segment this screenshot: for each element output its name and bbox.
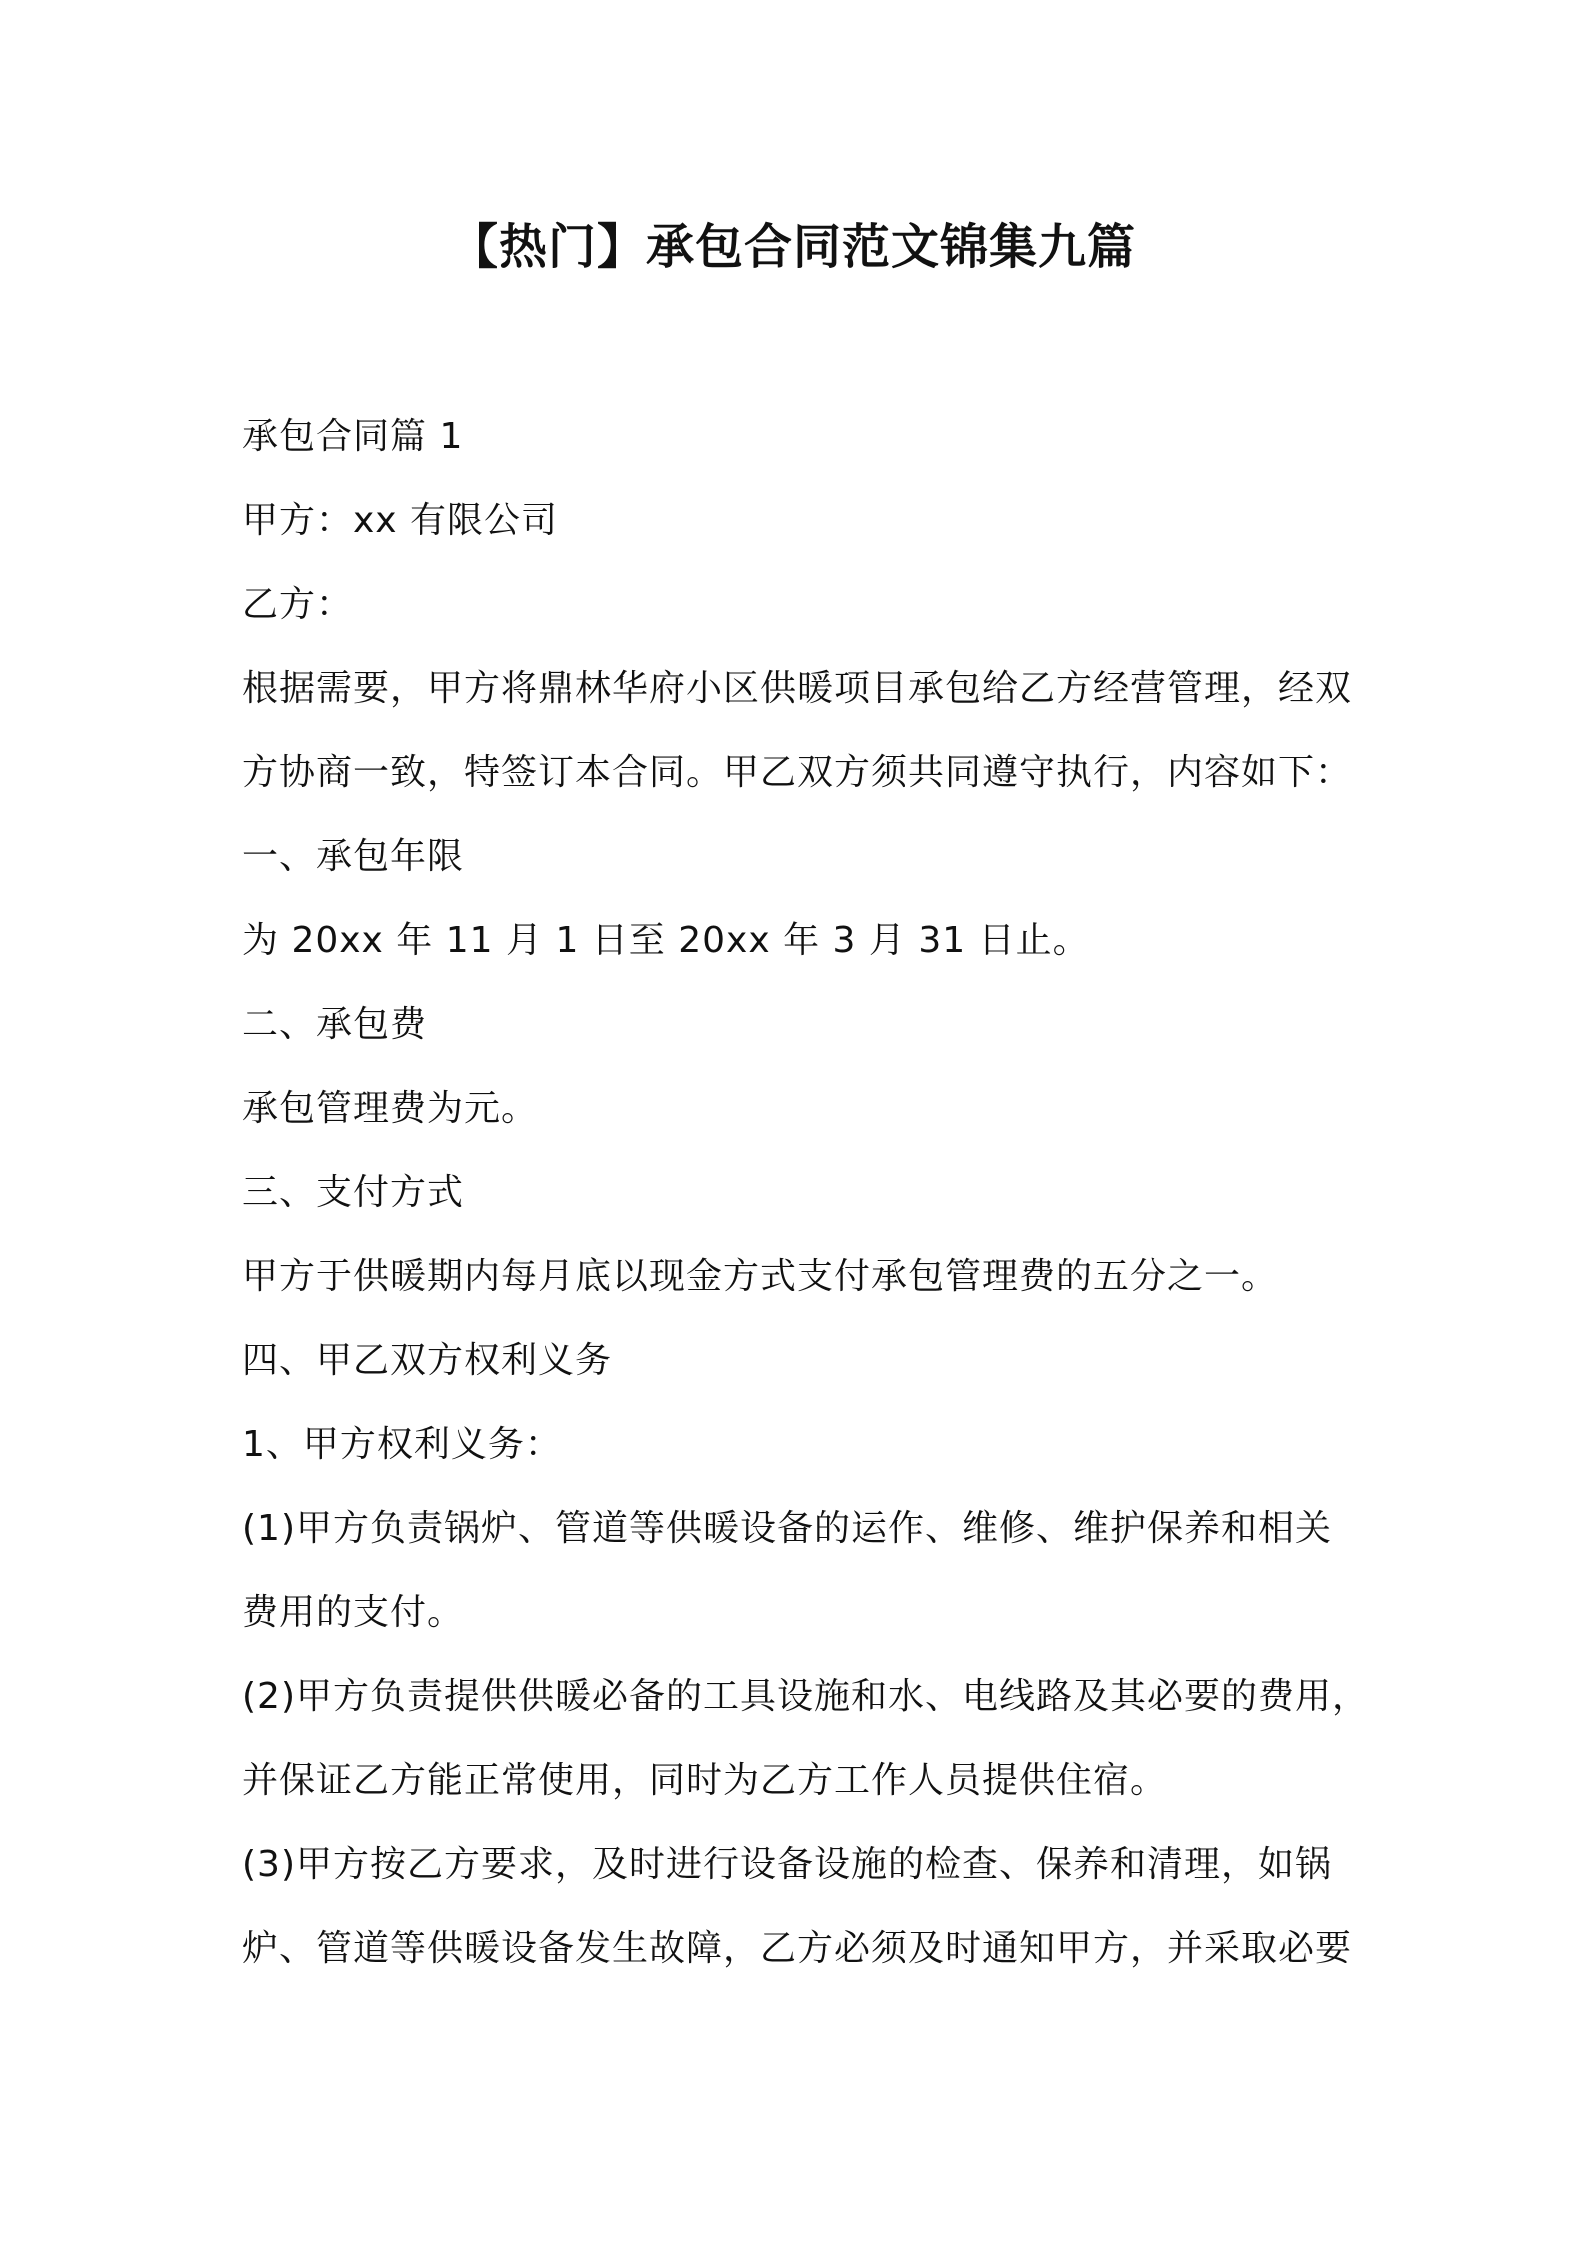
paragraph-line: 甲方于供暖期内每月底以现金方式支付承包管理费的五分之一。	[242, 1256, 1279, 1297]
paragraph-line: (1)甲方负责锅炉、管道等供暖设备的运作、维修、维护保养和相关	[242, 1508, 1332, 1549]
subclause-heading: 1、甲方权利义务：	[242, 1424, 562, 1465]
paragraph-line: 为 20xx 年 11 月 1 日至 20xx 年 3 月 31 日止。	[242, 920, 1090, 961]
paragraph-line: 方协商一致，特签订本合同。甲乙双方须共同遵守执行，内容如下：	[242, 752, 1353, 793]
party-b-line: 乙方：	[242, 584, 354, 625]
clause-heading-rights: 四、甲乙双方权利义务	[242, 1340, 613, 1381]
clause-heading-term: 一、承包年限	[242, 836, 465, 877]
clause-heading-payment: 三、支付方式	[242, 1172, 465, 1213]
clause-heading-fee: 二、承包费	[242, 1004, 428, 1045]
paragraph-line: (3)甲方按乙方要求，及时进行设备设施的检查、保养和清理，如锅	[242, 1844, 1332, 1885]
paragraph-line: 并保证乙方能正常使用，同时为乙方工作人员提供住宿。	[242, 1760, 1168, 1801]
paragraph-line: 炉、管道等供暖设备发生故障，乙方必须及时通知甲方，并采取必要	[242, 1928, 1353, 1969]
paragraph-line: 费用的支付。	[242, 1592, 465, 1633]
document-title: 【热门】承包合同范文锦集九篇	[449, 219, 1136, 275]
section-heading-contract-1: 承包合同篇 1	[242, 416, 464, 457]
paragraph-line: (2)甲方负责提供供暖必备的工具设施和水、电线路及其必要的费用，	[242, 1676, 1369, 1717]
party-a-line: 甲方：xx 有限公司	[242, 500, 559, 541]
paragraph-line: 承包管理费为元。	[242, 1088, 539, 1129]
paragraph-line: 根据需要，甲方将鼎林华府小区供暖项目承包给乙方经营管理，经双	[242, 668, 1353, 709]
